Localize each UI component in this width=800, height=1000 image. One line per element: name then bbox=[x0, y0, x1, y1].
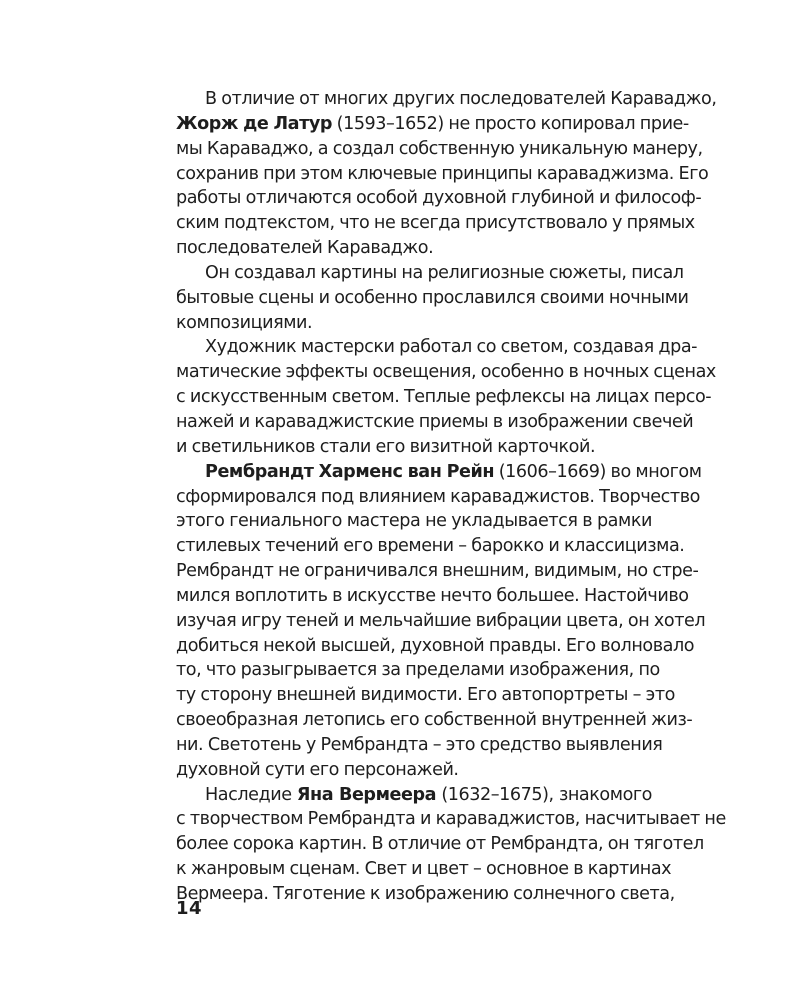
text-segment: (1606–1669) во многом bbox=[494, 461, 702, 482]
text-segment: ни. Светотень у Рембрандта – это средство выявления bbox=[176, 734, 663, 755]
text-line bbox=[176, 435, 652, 460]
text-line bbox=[176, 832, 704, 857]
text-segment: и светильников стали его визитной карточкой. bbox=[176, 436, 596, 457]
text-segment: стилевых течений его времени – барокко и классицизма. bbox=[176, 536, 685, 557]
text-segment: бытовые сцены и особенно прославился своими ночными bbox=[176, 287, 689, 308]
text-segment: Художник мастерски работал со светом, создавая дра- bbox=[205, 337, 698, 358]
text-line bbox=[176, 534, 685, 559]
paragraph bbox=[176, 460, 706, 783]
paragraph bbox=[176, 335, 716, 459]
text-segment: Наследие bbox=[205, 784, 297, 805]
text-segment: ту сторону внешней видимости. Его автопортреты – это bbox=[176, 685, 675, 706]
text-line bbox=[176, 683, 675, 708]
text-segment: то, что разыгрывается за пределами изображения, по bbox=[176, 660, 660, 681]
text-segment: В отличие от многих других последователей Караваджо, bbox=[205, 89, 717, 109]
text-segment: Он создавал картины на религиозные сюжеты, писал bbox=[205, 262, 684, 283]
text-segment: работы отличаются особой духовной глубиной и философ- bbox=[176, 188, 702, 209]
text-line bbox=[176, 857, 672, 882]
text-segment: сформировался под влиянием караваджистов. Творчество bbox=[176, 486, 700, 507]
text-segment: Рембрандт не ограничивался внешним, видимым, но стре- bbox=[176, 561, 699, 582]
text-segment: Вермеера. Тяготение к изображению солнечного света, bbox=[176, 884, 675, 904]
text-segment: изучая игру теней и мельчайшие вибрации цвета, он хотел bbox=[176, 610, 706, 631]
text-line bbox=[176, 807, 726, 832]
text-line bbox=[176, 186, 702, 211]
artist-name: Жорж де Латур bbox=[176, 113, 333, 134]
text-line bbox=[176, 882, 675, 907]
text-segment: композициями. bbox=[176, 312, 313, 333]
text-line bbox=[176, 360, 716, 385]
text-line bbox=[176, 559, 699, 584]
text-segment: мился воплотить в искусстве нечто большее. Настойчиво bbox=[176, 585, 689, 606]
text-line bbox=[176, 261, 684, 286]
text-line bbox=[176, 658, 660, 683]
text-line bbox=[176, 485, 700, 510]
text-line bbox=[176, 584, 689, 609]
body-text bbox=[176, 87, 726, 907]
text-line bbox=[176, 385, 712, 410]
text-segment: к жанровым сценам. Свет и цвет – основное в картинах bbox=[176, 859, 672, 880]
text-line bbox=[176, 211, 695, 236]
text-line bbox=[176, 87, 717, 112]
text-line bbox=[176, 162, 709, 187]
text-segment: матические эффекты освещения, особенно в ночных сценах bbox=[176, 362, 716, 383]
artist-name: Яна Вермеера bbox=[296, 784, 437, 805]
paragraph bbox=[176, 87, 717, 261]
text-line bbox=[176, 236, 652, 261]
text-line bbox=[176, 733, 663, 758]
paragraph bbox=[176, 261, 689, 336]
text-segment: этого гениального мастера не укладывается в рамки bbox=[176, 511, 652, 532]
text-segment: последователей Караваджо. bbox=[176, 238, 434, 259]
text-segment: духовной сути его персонажей. bbox=[176, 759, 459, 780]
text-line bbox=[176, 708, 693, 733]
text-line bbox=[176, 311, 652, 336]
text-line bbox=[176, 410, 694, 435]
text-segment: более сорока картин. В отличие от Рембрандта, он тяготел bbox=[176, 834, 704, 855]
text-line bbox=[176, 758, 652, 783]
page-number: 14 bbox=[176, 898, 203, 919]
text-segment: нажей и караваджистские приемы в изображении свечей bbox=[176, 411, 694, 432]
text-line bbox=[176, 783, 652, 808]
text-line bbox=[176, 634, 695, 659]
text-segment: с творчеством Рембрандта и караваджистов, насчитывает не bbox=[176, 809, 726, 830]
text-segment: (1593–1652) не просто копировал прие- bbox=[332, 113, 689, 134]
text-line bbox=[176, 609, 706, 634]
text-segment: своеобразная летопись его собственной внутренней жиз- bbox=[176, 710, 693, 731]
text-line bbox=[176, 335, 698, 360]
text-line bbox=[176, 112, 689, 137]
text-line bbox=[176, 137, 703, 162]
text-segment: добиться некой высшей, духовной правды. Его волновало bbox=[176, 635, 695, 656]
text-line bbox=[176, 460, 702, 485]
text-segment: ским подтекстом, что не всегда присутствовало у прямых bbox=[176, 213, 695, 234]
text-segment: сохранив при этом ключевые принципы караваджизма. Его bbox=[176, 163, 709, 184]
text-line bbox=[176, 509, 652, 534]
text-line bbox=[176, 286, 689, 311]
artist-name: Рембрандт Харменс ван Рейн bbox=[205, 461, 495, 482]
text-segment: (1632–1675), знакомого bbox=[436, 784, 652, 805]
paragraph bbox=[176, 783, 726, 907]
text-segment: с искусственным светом. Теплые рефлексы на лицах персо- bbox=[176, 387, 712, 408]
text-segment: мы Караваджо, а создал собственную уникальную манеру, bbox=[176, 138, 703, 159]
